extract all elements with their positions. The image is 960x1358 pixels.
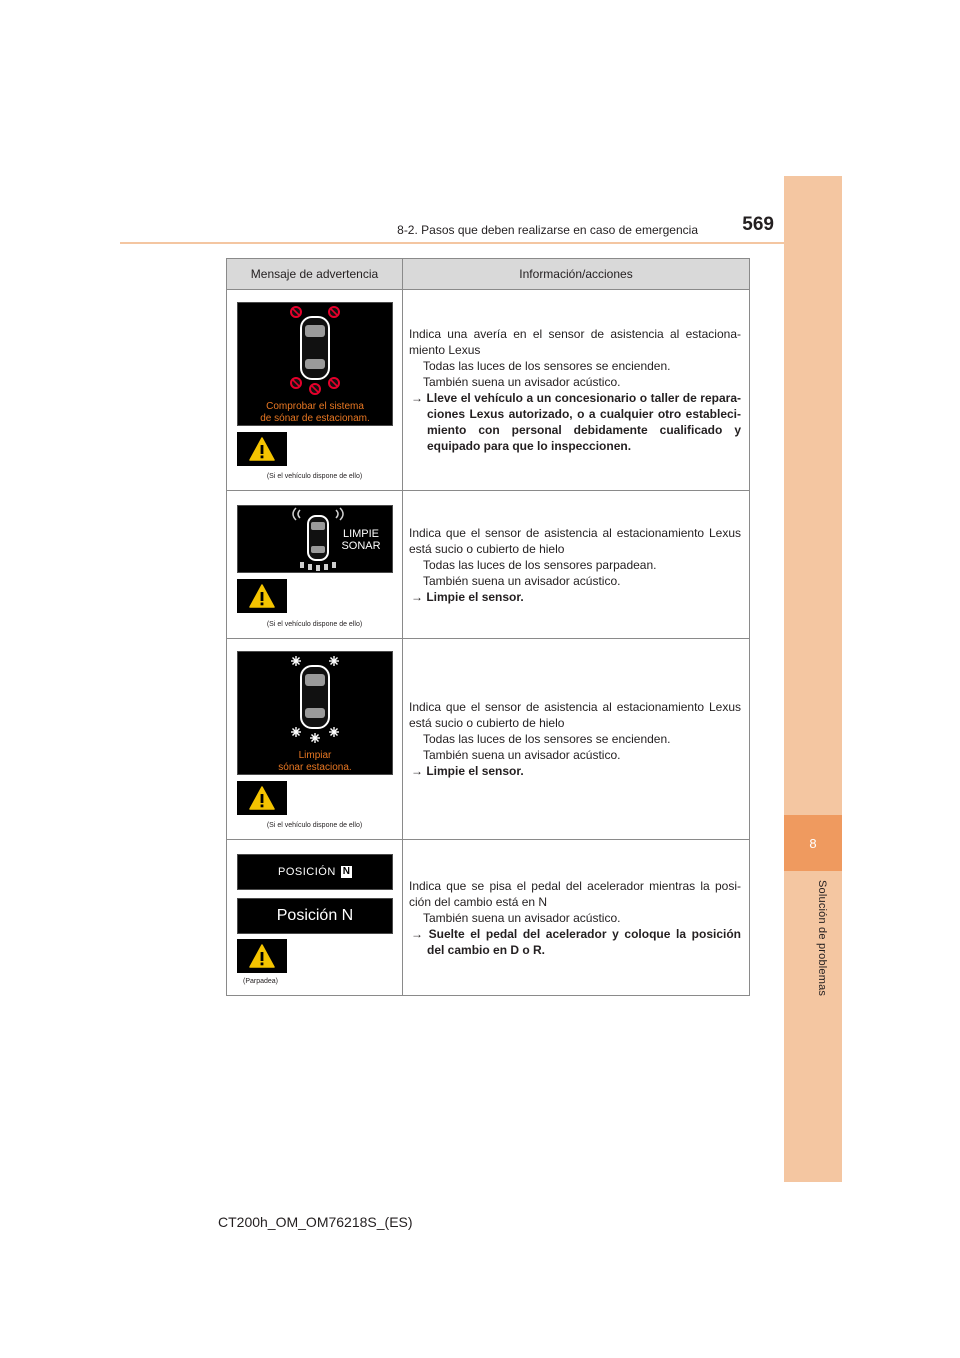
table-row: [227, 290, 750, 491]
warning-triangle-icon: [249, 584, 275, 608]
display-position-n-large: [237, 898, 393, 934]
arrow-icon: →: [411, 589, 423, 604]
warning-light: [237, 781, 287, 815]
display-sonar-check: [237, 302, 393, 426]
car-sensor-diagram-icon: [238, 652, 392, 752]
page-number: 569: [742, 214, 774, 235]
display-clean-parking-sonar: [237, 651, 393, 775]
warning-triangle-icon: [249, 437, 275, 461]
header-rule: [120, 242, 842, 244]
table-row: [227, 491, 750, 639]
chapter-side-band: [784, 176, 842, 1182]
arrow-icon: →: [411, 391, 423, 405]
table-row: [227, 840, 750, 996]
warning-message-table: [226, 258, 750, 996]
availability-note: (Si el vehículo dispone de ello): [266, 621, 363, 628]
info-actions-cell: [403, 840, 750, 996]
table-header-row: [227, 259, 750, 290]
description-text: Indica que el sensor de asistencia al estacionamiento Lexus está sucio o cubierto de hielo: [409, 700, 741, 730]
warning-triangle-icon: [249, 786, 275, 810]
display-message-text: POSICIÓN: [277, 866, 336, 878]
display-position-n-small: [237, 854, 393, 890]
document-code: CT200h_OM_OM76218S_(ES): [218, 1214, 413, 1230]
detail-text: También suena un avisador acústico.: [423, 375, 621, 389]
gear-badge: N: [342, 866, 351, 877]
display-message-text: LIMPIE SONAR: [341, 528, 381, 552]
col-header-message: Mensaje de advertencia: [227, 259, 403, 290]
detail-text: Todas las luces de los sensores parpadean.: [423, 557, 657, 572]
detail-text: También suena un avisador acústico.: [423, 910, 621, 925]
availability-note: (Si el vehículo dispone de ello): [266, 473, 363, 480]
detail-text: Todas las luces de los sensores se encienden.: [423, 359, 671, 373]
warning-message-cell: [227, 639, 403, 840]
action-text: → Limpie el sensor.: [411, 764, 524, 778]
display-message-text: Posición N: [276, 907, 354, 924]
section-title: 8-2. Pasos que deben realizarse en caso de emergencia: [397, 223, 698, 237]
info-actions-cell: [403, 290, 750, 491]
display-clean-sonar: [237, 505, 393, 573]
availability-note: (Si el vehículo dispone de ello): [266, 822, 363, 829]
page-header: [120, 212, 784, 242]
description-text: Indica que se pisa el pedal del acelerador mientras la posi-ción del cambio está en N: [409, 878, 741, 909]
warning-light: [237, 579, 287, 613]
description-text: Indica una avería en el sensor de asistencia al estaciona-miento Lexus: [409, 327, 741, 357]
table-row: [227, 639, 750, 840]
warning-message-cell: [227, 840, 403, 996]
warning-message-cell: [227, 290, 403, 491]
info-actions-cell: [403, 491, 750, 639]
arrow-icon: →: [411, 764, 423, 778]
display-message-text: Limpiar sónar estaciona.: [278, 750, 352, 773]
detail-text: También suena un avisador acústico.: [423, 573, 621, 588]
col-header-info: Información/acciones: [403, 259, 750, 290]
warning-light: [237, 939, 287, 973]
action-text: → Limpie el sensor.: [411, 589, 524, 604]
detail-text: Todas las luces de los sensores se encienden.: [423, 732, 671, 746]
info-actions-cell: [403, 639, 750, 840]
action-text: → Lleve el vehículo a un concesionario o taller de repara-ciones Lexus autorizado, o a cualquier otro estableci-miento con personal debidamente cualificado y equipado para que lo inspeccionen.: [411, 391, 741, 453]
detail-text: También suena un avisador acústico.: [423, 748, 621, 762]
warning-light: [237, 432, 287, 466]
chapter-title-vertical: Solución de problemas: [816, 880, 828, 997]
blink-note: (Parpadea): [242, 978, 279, 985]
warning-message-cell: [227, 491, 403, 639]
display-message-text: Comprobar el sistema de sónar de estacionam.: [260, 401, 370, 424]
action-text: → Suelte el pedal del acelerador y coloque la posición del cambio en D o R.: [411, 926, 741, 957]
description-text: Indica que el sensor de asistencia al estacionamiento Lexus está sucio o cubierto de hielo: [409, 525, 741, 556]
arrow-icon: →: [411, 926, 423, 941]
car-sensor-diagram-icon: [238, 303, 392, 403]
warning-triangle-icon: [249, 944, 275, 968]
chapter-number-tab: 8: [784, 815, 842, 871]
